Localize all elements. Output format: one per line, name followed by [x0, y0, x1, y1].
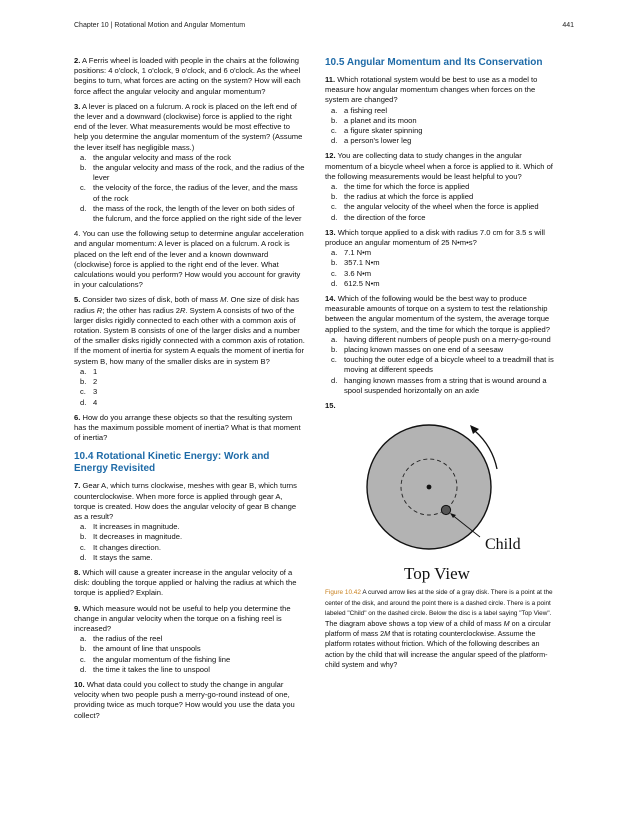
option-text: the radius at which the force is applied: [344, 192, 474, 202]
option-text: 357.1 N•m: [344, 258, 380, 268]
question-text: that is rotating counterclockwise. Assume the platform rotates without friction. Which of the following describes an action by the child that will increase the angular speed of the platform-child system and why?: [325, 629, 548, 669]
question-number: 8.: [74, 567, 81, 577]
option-label: b.: [80, 163, 87, 173]
option-text: the angular velocity and mass of the rock: [93, 152, 232, 162]
question-text: How do you arrange these objects so that the resulting system has the maximum possible moment of inertia? What is that moment of inertia?: [74, 412, 301, 443]
variable-m: M: [384, 629, 391, 639]
option-d: [325, 279, 557, 289]
option-label: d.: [331, 212, 338, 222]
option-label: c.: [331, 126, 337, 136]
option-text: 3: [93, 387, 98, 397]
option-label: d.: [331, 375, 338, 385]
option-text: 2: [93, 377, 98, 387]
option-text: the amount of line that unspools: [93, 644, 201, 654]
variable-m: M: [220, 295, 227, 305]
option-d: [74, 553, 306, 563]
option-text: having different numbers of people push on a merry-go-round: [344, 334, 551, 344]
option-label: a.: [331, 334, 338, 344]
option-text: 3.6 N•m: [344, 268, 372, 278]
option-b: [74, 644, 306, 654]
option-c: [74, 655, 306, 665]
question-text: . One size of disk has radius: [74, 295, 299, 315]
option-label: b.: [331, 258, 338, 268]
question-number: 13.: [325, 227, 336, 237]
option-a: [325, 182, 557, 192]
question-text: ; the other has radius 2: [102, 305, 180, 315]
question-14-options: [325, 335, 557, 396]
section-heading-10-4: 10.4 Rotational Kinetic Energy: Work and Energy Revisited: [74, 451, 270, 475]
chapter-title: Chapter 10 | Rotational Motion and Angular Momentum: [74, 22, 246, 29]
question-9-options: [74, 634, 306, 675]
center-point: [427, 485, 432, 490]
option-label: b.: [331, 115, 338, 125]
option-a: [74, 522, 306, 532]
option-d: [74, 665, 306, 675]
question-7-options: [74, 522, 306, 563]
option-label: a.: [80, 366, 87, 376]
question-text: The diagram above shows a top view of a child of mass: [325, 619, 504, 629]
question-15-number: 15.: [325, 401, 336, 411]
question-13-options: [325, 248, 557, 289]
option-label: d.: [80, 397, 87, 407]
question-3-options: [74, 153, 306, 224]
option-label: d.: [80, 552, 87, 562]
option-a: [74, 153, 306, 163]
option-c: [325, 202, 557, 212]
option-d: [74, 204, 306, 224]
page-header: [74, 22, 574, 34]
option-b: [325, 116, 557, 126]
option-label: a.: [331, 182, 338, 192]
option-label: a.: [80, 634, 87, 644]
option-label: c.: [331, 268, 337, 278]
question-text: Which of the following would be the best way to produce measurable amounts of torque on a system to test the relationship between the angular momentum of the system, the average torque applied to the system, and the time for which the torque is applied?: [325, 294, 550, 334]
question-number: 4.: [74, 229, 81, 239]
question-2: [74, 56, 306, 97]
question-number: 11.: [325, 75, 336, 84]
option-label: b.: [80, 644, 87, 654]
option-text: It decreases in magnitude.: [93, 532, 183, 542]
option-label: a.: [331, 248, 338, 258]
question-text: . System A consists of two of the larger disks rigidly connected to each other with a common axis of rotation. System B consists of one of the larger disks and a number of the smaller disks rigidly connected with a common axis of rotation. If the moment of inertia for system A equals the moment of inertia for system B, how many of the smaller disks are in system B?: [74, 305, 305, 366]
option-text: 7.1 N•m: [344, 248, 372, 258]
option-text: It changes direction.: [93, 542, 161, 552]
option-c: [74, 183, 306, 203]
option-text: 4: [93, 397, 98, 407]
option-text: touching the outer edge of a bicycle wheel to a treadmill that is moving at different speeds: [344, 355, 554, 375]
option-text: It stays the same.: [93, 552, 153, 562]
option-a: [325, 248, 557, 258]
option-text: placing known masses on one end of a seesaw: [344, 345, 504, 355]
option-label: b.: [331, 345, 338, 355]
question-number: 12.: [325, 151, 336, 161]
figure-caption: [325, 587, 557, 670]
option-b: [325, 192, 557, 202]
option-text: the angular velocity of the wheel when the force is applied: [344, 202, 539, 212]
child-label: Child: [485, 536, 521, 554]
option-label: d.: [331, 278, 338, 288]
option-b: [325, 258, 557, 268]
option-label: b.: [80, 532, 87, 542]
question-11-options: [325, 106, 557, 147]
option-a: [74, 634, 306, 644]
option-label: c.: [331, 355, 337, 365]
option-text: the angular momentum of the fishing line: [93, 654, 231, 664]
question-text: Which will cause a greater increase in the angular velocity of a disk: doubling the torque applied or halving the radius at which the torque is applied? Explain.: [74, 567, 297, 598]
question-number: 2.: [74, 56, 81, 65]
question-number: 10.: [74, 679, 85, 689]
question-text: What data could you collect to study the change in angular velocity when two people push a merry-go-round instead of one, providing twice as much torque? How would you use the data you collect?: [74, 679, 295, 720]
option-b: [325, 345, 557, 355]
option-b: [74, 532, 306, 542]
question-10: [74, 680, 306, 721]
top-view-label: Top View: [404, 564, 470, 584]
option-text: the radius of the reel: [93, 634, 163, 644]
question-6: [74, 413, 306, 444]
question-number: 6.: [74, 412, 81, 422]
option-label: b.: [80, 377, 87, 387]
section-heading-10-5: 10.5 Angular Momentum and Its Conservation: [325, 57, 543, 68]
variable-m: M: [503, 619, 510, 629]
option-d: [325, 136, 557, 146]
question-text: Which rotational system would be best to use as a model to measure how angular momentum changes when forces on the system are changed?: [325, 75, 538, 105]
question-text: on a circular platform of mass 2: [325, 619, 551, 639]
question-5-options: [74, 367, 306, 408]
option-label: b.: [331, 192, 338, 202]
option-text: the angular velocity and mass of the rock, and the radius of the lever: [93, 163, 305, 183]
question-number: 7.: [74, 481, 81, 491]
option-c: [74, 387, 306, 397]
left-column: [74, 56, 306, 726]
question-text: You can use the following setup to determine angular acceleration and angular momentum: A lever is placed on a fulcrum. A rock is placed on the left end of the lever and a known downward (clockwise) force is applied to the right end of the lever. What calculations would you perform? How would you account for gravity in your calculations?: [74, 229, 304, 290]
option-text: It increases in magnitude.: [93, 522, 180, 532]
option-a: [325, 106, 557, 116]
option-text: the velocity of the force, the radius of the lever, and the mass of the rock: [93, 183, 298, 203]
option-text: hanging known masses from a string that is wound around a spool suspended horizontally on an axle: [344, 375, 547, 395]
option-text: a fishing reel: [344, 105, 388, 115]
option-label: c.: [331, 202, 337, 212]
question-5: [74, 295, 306, 366]
question-3: [74, 102, 306, 153]
figure-label: Figure 10.42: [325, 589, 361, 597]
option-label: c.: [80, 387, 86, 397]
question-number: 14.: [325, 294, 336, 304]
option-text: 612.5 N•m: [344, 278, 380, 288]
variable-r: R: [179, 305, 186, 315]
question-text: Consider two sizes of disk, both of mass: [82, 295, 221, 305]
question-7: [74, 481, 306, 522]
figure-10-42: [325, 417, 557, 587]
option-text: a planet and its moon: [344, 115, 417, 125]
question-text: A Ferris wheel is loaded with people in the chairs at the following positions: 4 o'clock, 1 o'clock, 9 o'clock, and 6 o'clock. As the wheel begins to turn, what forces are acting on the system? How will each force affect the angular velocity and angular momentum?: [74, 56, 301, 96]
option-label: a.: [80, 152, 87, 162]
option-d: [74, 398, 306, 408]
option-text: the time for which the force is applied: [344, 182, 470, 192]
option-a: [74, 367, 306, 377]
option-b: [74, 377, 306, 387]
child-marker: [441, 506, 450, 515]
figure-alt-text: A curved arrow lies at the side of a gray disk. There is a point at the center of the disk, and around the point there is a dashed circle. There is a point labeled "Child" on the dashed circle. Below the disc is a label saying "Top View".: [325, 589, 553, 618]
question-number: 5.: [74, 295, 81, 305]
option-label: a.: [80, 522, 87, 532]
option-label: c.: [80, 542, 86, 552]
option-d: [325, 376, 557, 396]
question-number: 3.: [74, 101, 81, 111]
option-text: the direction of the force: [344, 212, 426, 222]
option-a: [325, 335, 557, 345]
option-c: [325, 126, 557, 136]
option-text: 1: [93, 366, 98, 376]
option-b: [74, 163, 306, 183]
question-12-options: [325, 182, 557, 223]
option-d: [325, 213, 557, 223]
option-label: c.: [80, 183, 86, 193]
variable-r: R: [96, 305, 103, 315]
option-text: a figure skater spinning: [344, 126, 423, 136]
question-12: [325, 151, 557, 182]
right-column: [325, 57, 557, 670]
question-14: [325, 294, 557, 335]
question-11: [325, 75, 557, 106]
question-9: [74, 604, 306, 635]
question-4: [74, 229, 306, 290]
question-text: Which measure would not be useful to help you determine the change in angular velocity when the torque on a fishing reel is increased?: [74, 603, 291, 633]
question-number: 9.: [74, 603, 81, 613]
option-c: [74, 543, 306, 553]
question-text: A lever is placed on a fulcrum. A rock is placed on the left end of the lever and a downward (clockwise) force is applied to the right end of the lever. What measurements would be most effective to help you determine the angular momentum of the system? (Assume the lever itself has negligible mass.): [74, 101, 303, 152]
question-text: Which torque applied to a disk with radius 7.0 cm for 3.5 s will produce an angular momentum of 25 N•m•s?: [325, 227, 545, 248]
question-text: You are collecting data to study changes in the angular momentum of a bicycle wheel when a force is applied to it. Which of the following measurements would be least helpful to you?: [325, 151, 553, 181]
option-c: [325, 269, 557, 279]
option-c: [325, 355, 557, 375]
page-number: 441: [562, 22, 574, 29]
question-text: Gear A, which turns clockwise, meshes with gear B, which turns counterclockwise. When more force is applied through gear A, torque is created. How does the angular velocity of gear B change as a result?: [74, 481, 297, 521]
option-label: d.: [331, 136, 338, 146]
option-text: the mass of the rock, the length of the lever on both sides of the fulcrum, and the force applied on the right side of the lever: [93, 203, 302, 224]
option-label: c.: [80, 654, 86, 664]
platform-diagram: [325, 417, 557, 587]
question-8: [74, 568, 306, 599]
option-text: the time it takes the line to unspool: [93, 664, 210, 674]
option-label: d.: [80, 664, 87, 674]
question-13: [325, 228, 557, 248]
option-label: a.: [331, 105, 338, 115]
option-text: a person's lower leg: [344, 136, 412, 146]
option-label: d.: [80, 203, 87, 213]
